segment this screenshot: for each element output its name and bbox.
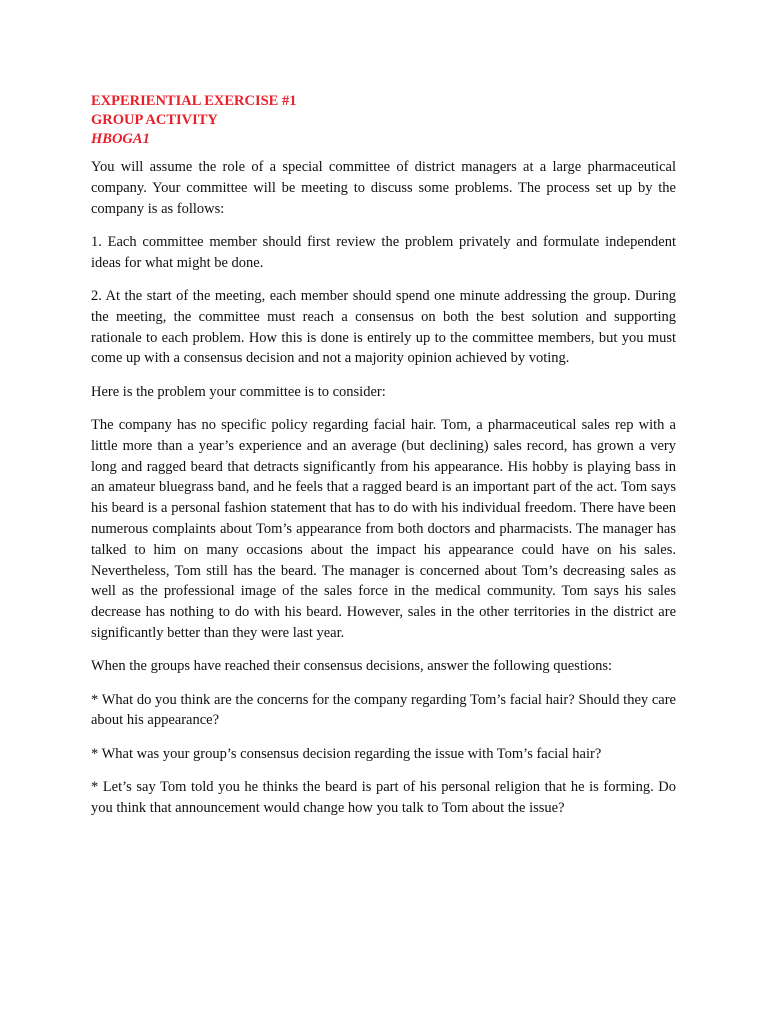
document-header [91,92,676,149]
step-2-paragraph: 2. At the start of the meeting, each member should spend one minute addressing the group. During the meeting, the committee must reach a consensus on both the best solution and supporting rationale to each problem. How this is done is entirely up to the committee members, but you must come up with a consensus decision and not a majority opinion achieved by voting. [91,287,676,367]
document-page [91,92,676,831]
exercise-code: HBOGA1 [91,131,150,147]
problem-paragraph: The company has no specific policy regarding facial hair. Tom, a pharmaceutical sales rep with a little more than a year’s experience and an average (but declining) sales record, has grown a very long and ragged beard that detracts significantly from his appearance. His hobby is playing bass in an amateur bluegrass band, and he feels that a ragged beard is an important part of the act. Tom says his beard is a personal fashion statement that has to do with his individual freedom. There have been numerous complaints about Tom’s appearance from both doctors and pharmacists. The manager has talked to him on many occasions about the impact his appearance could have on his sales. Nevertheless, Tom still has the beard. The manager is concerned about Tom’s decreasing sales as well as the professional image of the sales force in the medical community. Tom says his sales decrease has nothing to do with his beard. However, sales in the other territories in the district are significantly better than they were last year. [91,416,676,641]
exercise-title: EXPERIENTIAL EXERCISE #1 [91,93,297,109]
intro-paragraph: You will assume the role of a special committee of district managers at a large pharmaceutical company. Your committee will be meeting to discuss some problems. The process set up by the company is as follows: [91,159,676,217]
step-1-paragraph: 1. Each committee member should first review the problem privately and formulate independent ideas for what might be done. [91,233,676,271]
problem-intro-paragraph: Here is the problem your committee is to consider: [91,383,386,400]
exercise-subtitle: GROUP ACTIVITY [91,112,218,128]
questions-intro-paragraph: When the groups have reached their consensus decisions, answer the following questions: [91,658,613,675]
question-1-paragraph: * What do you think are the concerns for the company regarding Tom’s facial hair? Should they care about his appearance? [91,691,676,729]
question-3-paragraph: * Let’s say Tom told you he thinks the beard is part of his personal religion that he is forming. Do you think that announcement would change how you talk to Tom about the issue? [91,778,676,816]
question-2-paragraph: * What was your group’s consensus decision regarding the issue with Tom’s facial hair? [91,745,602,762]
